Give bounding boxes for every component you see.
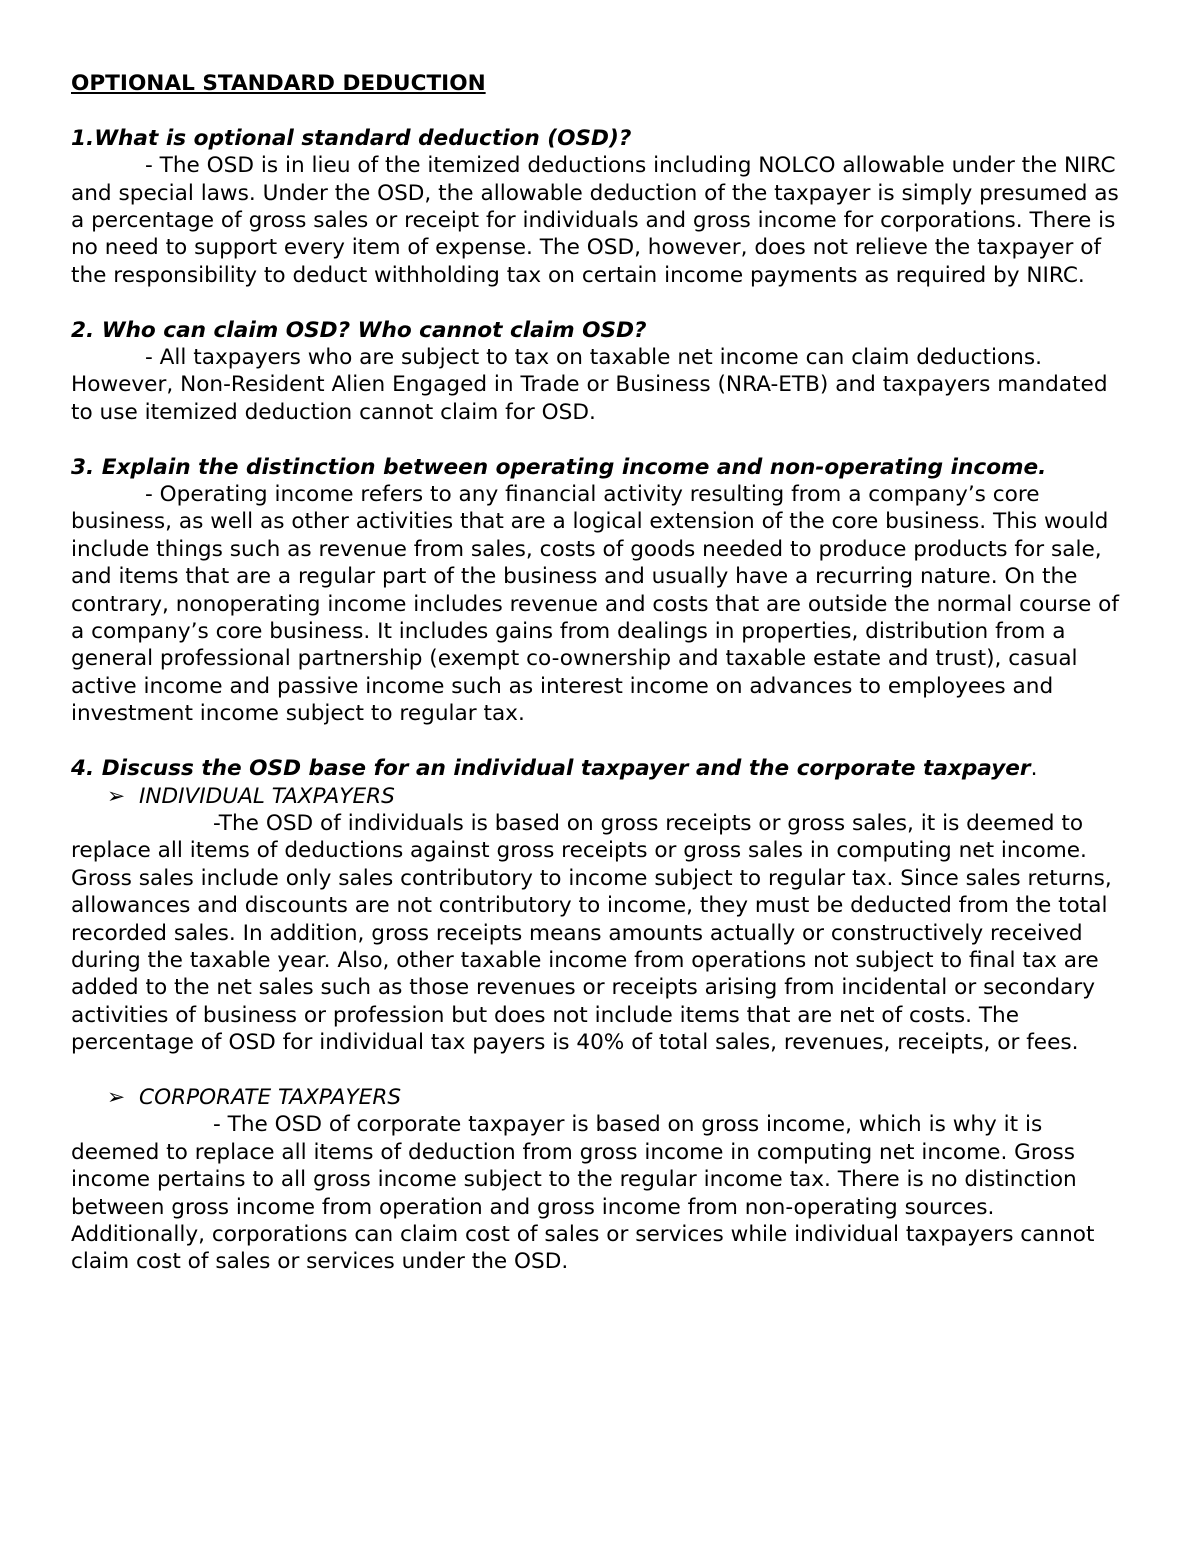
- corporate-taxpayers-text: - The OSD of corporate taxpayer is based on gross income, which is why it is deemed to replace all items of deduction from gross income in computing net income. Gross income pertains to all gross income subject to the regular income tax. There is no distinction between gross income from operation and gross income from non-operating sources. Additionally, corporations can claim cost of sales or services while individual taxpayers cannot claim cost of sales or services under the OSD.: [71, 1112, 1095, 1275]
- question-4-section: [71, 755, 1133, 1276]
- arrow-bullet-icon: ➢: [107, 1084, 126, 1110]
- question-3-section: [71, 454, 1133, 728]
- corporate-taxpayers-heading: CORPORATE TAXPAYERS: [139, 1084, 402, 1110]
- question-1-answer: - The OSD is in lieu of the itemized deductions including NOLCO allowable under the NIRC and special laws. Under the OSD, the allowable deduction of the taxpayer is simply presumed as a percentage of gross sales or receipt for individuals and gross income for corporations. There is no need to support every item of expense. The OSD, however, does not relieve the taxpayer of the responsibility to deduct withholding tax on certain income payments as required by NIRC.: [71, 153, 1119, 288]
- question-4-heading-line: [71, 755, 1133, 782]
- question-1-section: [71, 125, 1133, 289]
- individual-taxpayers-heading: INDIVIDUAL TAXPAYERS: [139, 783, 395, 809]
- question-2-section: [71, 317, 1133, 427]
- individual-taxpayers-text: -The OSD of individuals is based on gross receipts or gross sales, it is deemed to replace all items of deductions against gross receipts or gross sales in computing net income. Gross sales include only sales contributory to income subject to regular tax. Since sales returns, allowances and discounts are not contributory to income, they must be deducted from the total recorded sales. In addition, gross receipts means amounts actually or constructively received during the taxable year. Also, other taxable income from operations not subject to final tax are added to the net sales such as those revenues or receipts arising from incidental or secondary activities of business or profession but does not include items that are net of costs. The percentage of OSD for individual tax payers is 40% of total sales, revenues, receipts, or fees.: [71, 810, 1112, 1056]
- document-title: OPTIONAL STANDARD DEDUCTION: [71, 71, 486, 96]
- document-page: [71, 70, 1133, 1303]
- question-4-heading: 4. Discuss the OSD base for an individual taxpayer and the corporate taxpayer: [71, 756, 1031, 782]
- question-3-heading: 3. Explain the distinction between operating income and non-operating income.: [71, 454, 1047, 480]
- question-2-heading: 2. Who can claim OSD? Who cannot claim OSD?: [71, 317, 647, 343]
- question-2-answer: - All taxpayers who are subject to tax on taxable net income can claim deductions. However, Non-Resident Alien Engaged in Trade or Business (NRA-ETB) and taxpayers mandated to use itemized deduction cannot claim for OSD.: [71, 345, 1108, 425]
- paragraph-spacer: [71, 1057, 1133, 1084]
- corporate-taxpayers-bullet: [71, 1084, 1133, 1111]
- question-1-heading: 1.What is optional standard deduction (OSD)?: [71, 125, 632, 151]
- question-4-heading-period: .: [1030, 756, 1038, 782]
- question-3-answer: - Operating income refers to any financial activity resulting from a company’s core business, as well as other activities that are a logical extension of the core business. This would include things such as revenue from sales, costs of goods needed to produce products for sale, and items that are a regular part of the business and usually have a recurring nature. On the contrary, nonoperating income includes revenue and costs that are outside the normal course of a company’s core business. It includes gains from dealings in properties, distribution from a general professional partnership (exempt co-ownership and taxable estate and trust), casual active income and passive income such as interest income on advances to employees and investment income subject to regular tax.: [71, 482, 1119, 727]
- individual-taxpayers-bullet: [71, 783, 1133, 810]
- arrow-bullet-icon: ➢: [107, 783, 126, 809]
